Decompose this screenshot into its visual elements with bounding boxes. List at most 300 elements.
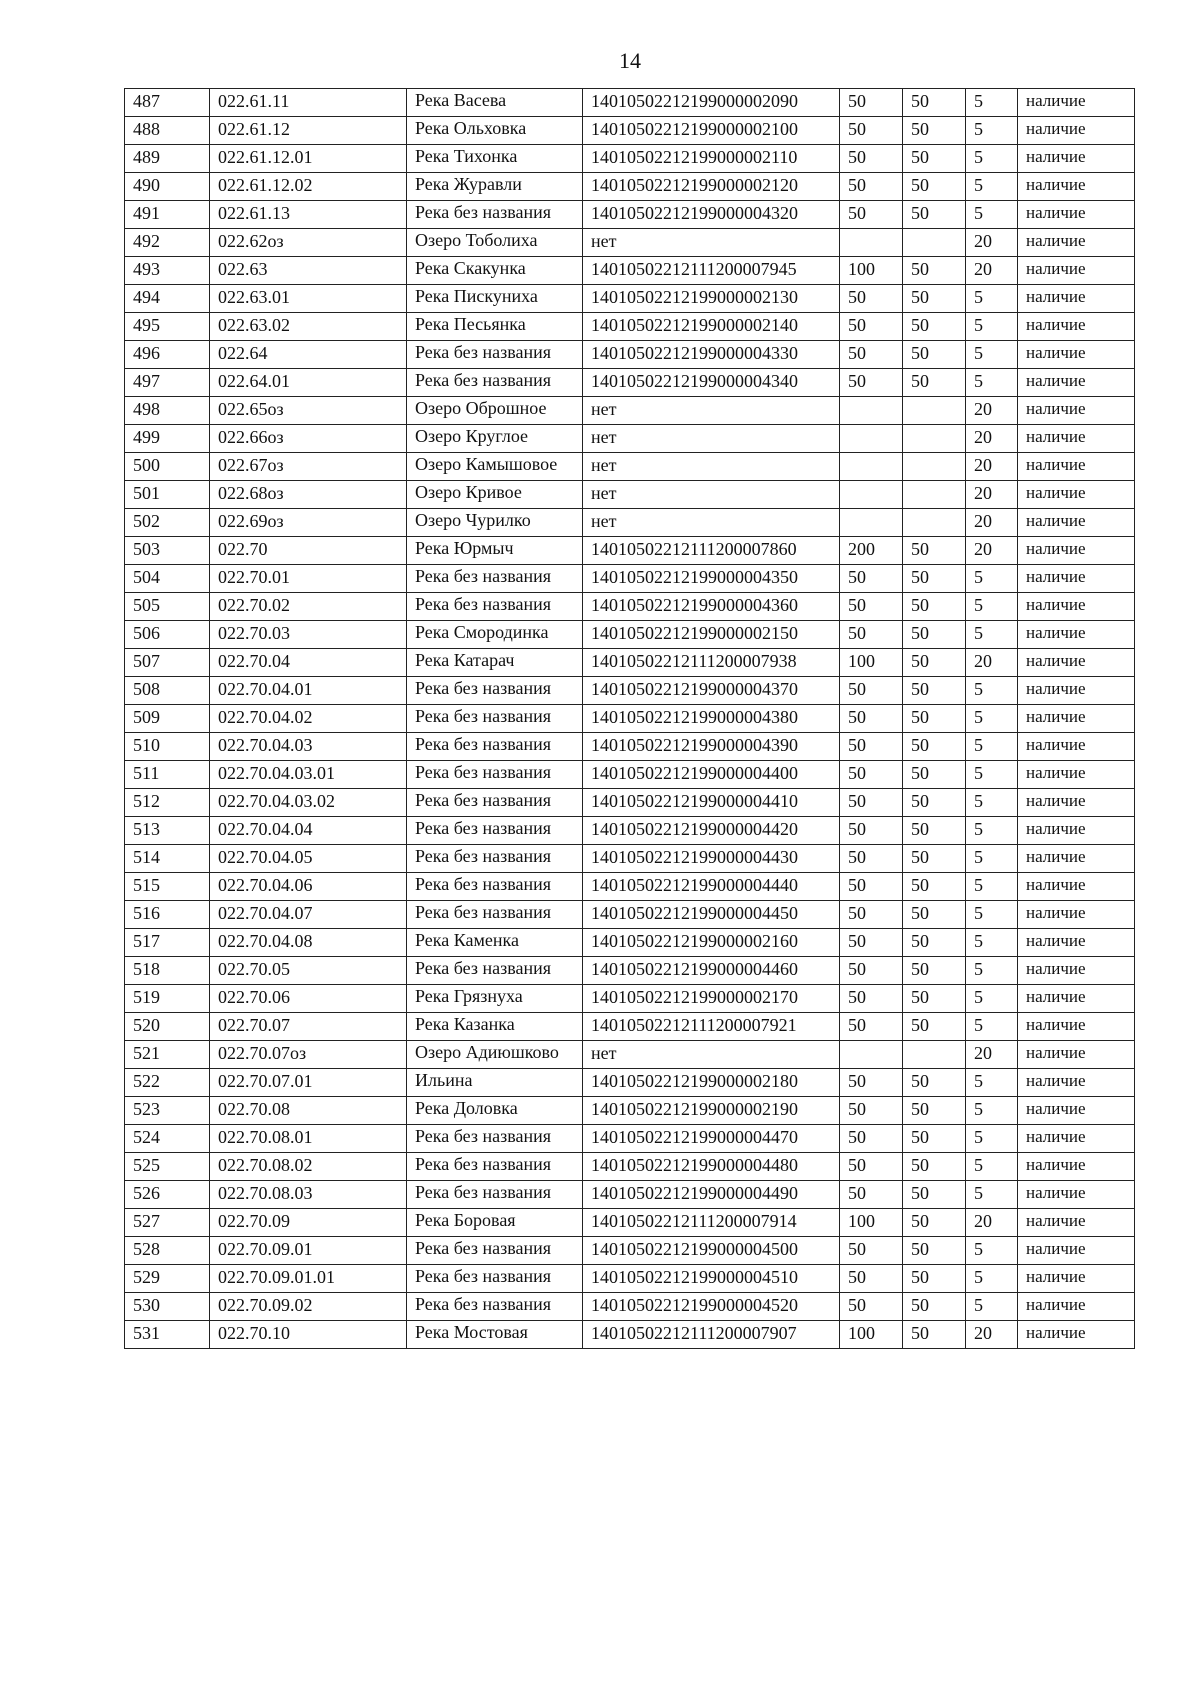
table-row xyxy=(125,1041,1135,1069)
status-cell: наличие xyxy=(1018,929,1135,957)
value-b-cell: 50 xyxy=(903,1293,966,1321)
registry-id-cell: 14010502212199000004340 xyxy=(583,369,840,397)
value-c-cell: 5 xyxy=(966,1153,1018,1181)
status-cell: наличие xyxy=(1018,229,1135,257)
status-cell: наличие xyxy=(1018,873,1135,901)
table-row xyxy=(125,817,1135,845)
table-row xyxy=(125,957,1135,985)
status-cell: наличие xyxy=(1018,985,1135,1013)
object-name-cell: Озеро Оброшное xyxy=(407,397,583,425)
row-number-cell: 501 xyxy=(125,481,210,509)
value-a-cell xyxy=(840,453,903,481)
object-name-cell: Река без названия xyxy=(407,593,583,621)
registry-id-cell: 14010502212111200007938 xyxy=(583,649,840,677)
value-b-cell xyxy=(903,425,966,453)
object-code-cell: 022.70.04.08 xyxy=(210,929,407,957)
value-b-cell: 50 xyxy=(903,201,966,229)
object-name-cell: Река без названия xyxy=(407,1265,583,1293)
row-number-cell: 530 xyxy=(125,1293,210,1321)
value-a-cell: 100 xyxy=(840,257,903,285)
value-b-cell: 50 xyxy=(903,761,966,789)
object-name-cell: Река без названия xyxy=(407,677,583,705)
object-code-cell: 022.70.09.02 xyxy=(210,1293,407,1321)
table-row xyxy=(125,509,1135,537)
table-row xyxy=(125,1265,1135,1293)
row-number-cell: 528 xyxy=(125,1237,210,1265)
value-c-cell: 20 xyxy=(966,453,1018,481)
registry-id-cell: 14010502212199000004440 xyxy=(583,873,840,901)
table-row xyxy=(125,201,1135,229)
registry-id-cell: 14010502212199000004320 xyxy=(583,201,840,229)
status-cell: наличие xyxy=(1018,593,1135,621)
value-b-cell: 50 xyxy=(903,593,966,621)
value-a-cell: 50 xyxy=(840,145,903,173)
object-code-cell: 022.63.01 xyxy=(210,285,407,313)
object-name-cell: Река без названия xyxy=(407,873,583,901)
value-a-cell: 50 xyxy=(840,901,903,929)
registry-id-cell: 14010502212199000004490 xyxy=(583,1181,840,1209)
table-row xyxy=(125,1097,1135,1125)
value-b-cell: 50 xyxy=(903,257,966,285)
status-cell: наличие xyxy=(1018,201,1135,229)
object-name-cell: Озеро Чурилко xyxy=(407,509,583,537)
object-name-cell: Река без названия xyxy=(407,201,583,229)
value-b-cell: 50 xyxy=(903,621,966,649)
registry-id-cell: 14010502212199000004420 xyxy=(583,817,840,845)
object-name-cell: Река без названия xyxy=(407,369,583,397)
value-c-cell: 5 xyxy=(966,1237,1018,1265)
table-row xyxy=(125,453,1135,481)
row-number-cell: 522 xyxy=(125,1069,210,1097)
value-c-cell: 5 xyxy=(966,593,1018,621)
row-number-cell: 495 xyxy=(125,313,210,341)
value-c-cell: 5 xyxy=(966,313,1018,341)
value-c-cell: 5 xyxy=(966,1181,1018,1209)
object-code-cell: 022.61.12 xyxy=(210,117,407,145)
object-code-cell: 022.65оз xyxy=(210,397,407,425)
table-row xyxy=(125,1181,1135,1209)
object-name-cell: Река без названия xyxy=(407,845,583,873)
value-a-cell: 50 xyxy=(840,341,903,369)
row-number-cell: 515 xyxy=(125,873,210,901)
value-a-cell xyxy=(840,509,903,537)
value-b-cell: 50 xyxy=(903,537,966,565)
value-a-cell: 50 xyxy=(840,369,903,397)
row-number-cell: 518 xyxy=(125,957,210,985)
value-a-cell: 50 xyxy=(840,1125,903,1153)
table-row xyxy=(125,397,1135,425)
value-b-cell: 50 xyxy=(903,929,966,957)
value-a-cell: 50 xyxy=(840,1013,903,1041)
object-code-cell: 022.70.08.03 xyxy=(210,1181,407,1209)
value-b-cell: 50 xyxy=(903,565,966,593)
row-number-cell: 503 xyxy=(125,537,210,565)
table-body xyxy=(125,89,1135,1349)
object-code-cell: 022.70.01 xyxy=(210,565,407,593)
value-b-cell: 50 xyxy=(903,89,966,117)
value-c-cell: 5 xyxy=(966,733,1018,761)
object-name-cell: Озеро Камышовое xyxy=(407,453,583,481)
object-name-cell: Ильина xyxy=(407,1069,583,1097)
value-a-cell: 50 xyxy=(840,817,903,845)
value-c-cell: 20 xyxy=(966,257,1018,285)
row-number-cell: 496 xyxy=(125,341,210,369)
object-name-cell: Река Ольховка xyxy=(407,117,583,145)
object-name-cell: Река без названия xyxy=(407,957,583,985)
object-name-cell: Озеро Адиюшково xyxy=(407,1041,583,1069)
registry-id-cell: 14010502212199000002110 xyxy=(583,145,840,173)
registry-id-cell: нет xyxy=(583,397,840,425)
table-row xyxy=(125,985,1135,1013)
value-b-cell: 50 xyxy=(903,117,966,145)
status-cell: наличие xyxy=(1018,257,1135,285)
status-cell: наличие xyxy=(1018,761,1135,789)
object-code-cell: 022.67оз xyxy=(210,453,407,481)
row-number-cell: 516 xyxy=(125,901,210,929)
status-cell: наличие xyxy=(1018,313,1135,341)
object-name-cell: Озеро Тоболиха xyxy=(407,229,583,257)
table-row xyxy=(125,733,1135,761)
row-number-cell: 520 xyxy=(125,1013,210,1041)
row-number-cell: 488 xyxy=(125,117,210,145)
object-code-cell: 022.70.04.06 xyxy=(210,873,407,901)
object-code-cell: 022.70 xyxy=(210,537,407,565)
registry-id-cell: 14010502212199000004360 xyxy=(583,593,840,621)
object-code-cell: 022.70.04.03 xyxy=(210,733,407,761)
value-b-cell: 50 xyxy=(903,957,966,985)
registry-id-cell: 14010502212199000004480 xyxy=(583,1153,840,1181)
table-row xyxy=(125,341,1135,369)
table-row xyxy=(125,481,1135,509)
row-number-cell: 521 xyxy=(125,1041,210,1069)
object-code-cell: 022.69оз xyxy=(210,509,407,537)
value-b-cell: 50 xyxy=(903,1097,966,1125)
table-row xyxy=(125,117,1135,145)
status-cell: наличие xyxy=(1018,285,1135,313)
value-c-cell: 5 xyxy=(966,173,1018,201)
object-name-cell: Река без названия xyxy=(407,1125,583,1153)
table-row xyxy=(125,145,1135,173)
value-b-cell: 50 xyxy=(903,145,966,173)
value-c-cell: 20 xyxy=(966,397,1018,425)
registry-id-cell: 14010502212199000004500 xyxy=(583,1237,840,1265)
row-number-cell: 491 xyxy=(125,201,210,229)
object-code-cell: 022.62оз xyxy=(210,229,407,257)
object-code-cell: 022.64.01 xyxy=(210,369,407,397)
value-a-cell: 50 xyxy=(840,593,903,621)
value-c-cell: 5 xyxy=(966,901,1018,929)
registry-id-cell: 14010502212199000004460 xyxy=(583,957,840,985)
registry-id-cell: нет xyxy=(583,481,840,509)
status-cell: наличие xyxy=(1018,1293,1135,1321)
value-a-cell: 50 xyxy=(840,761,903,789)
row-number-cell: 498 xyxy=(125,397,210,425)
registry-id-cell: 14010502212199000002100 xyxy=(583,117,840,145)
table-row xyxy=(125,761,1135,789)
value-b-cell: 50 xyxy=(903,649,966,677)
value-b-cell: 50 xyxy=(903,733,966,761)
row-number-cell: 508 xyxy=(125,677,210,705)
table-row xyxy=(125,1069,1135,1097)
status-cell: наличие xyxy=(1018,537,1135,565)
row-number-cell: 527 xyxy=(125,1209,210,1237)
table-row xyxy=(125,677,1135,705)
table-row xyxy=(125,1209,1135,1237)
value-b-cell: 50 xyxy=(903,1237,966,1265)
table-row xyxy=(125,845,1135,873)
value-c-cell: 5 xyxy=(966,929,1018,957)
object-code-cell: 022.61.13 xyxy=(210,201,407,229)
status-cell: наличие xyxy=(1018,677,1135,705)
status-cell: наличие xyxy=(1018,341,1135,369)
row-number-cell: 490 xyxy=(125,173,210,201)
row-number-cell: 519 xyxy=(125,985,210,1013)
object-name-cell: Река Боровая xyxy=(407,1209,583,1237)
row-number-cell: 504 xyxy=(125,565,210,593)
value-a-cell: 50 xyxy=(840,1237,903,1265)
value-a-cell: 100 xyxy=(840,1321,903,1349)
status-cell: наличие xyxy=(1018,173,1135,201)
status-cell: наличие xyxy=(1018,509,1135,537)
object-name-cell: Река Скакунка xyxy=(407,257,583,285)
object-code-cell: 022.66оз xyxy=(210,425,407,453)
value-c-cell: 5 xyxy=(966,117,1018,145)
registry-id-cell: 14010502212111200007945 xyxy=(583,257,840,285)
value-b-cell: 50 xyxy=(903,1153,966,1181)
status-cell: наличие xyxy=(1018,1153,1135,1181)
object-code-cell: 022.70.04.01 xyxy=(210,677,407,705)
object-name-cell: Река без названия xyxy=(407,761,583,789)
status-cell: наличие xyxy=(1018,117,1135,145)
object-name-cell: Река без названия xyxy=(407,733,583,761)
object-code-cell: 022.70.02 xyxy=(210,593,407,621)
object-name-cell: Озеро Круглое xyxy=(407,425,583,453)
row-number-cell: 529 xyxy=(125,1265,210,1293)
value-b-cell: 50 xyxy=(903,705,966,733)
value-c-cell: 20 xyxy=(966,229,1018,257)
value-b-cell: 50 xyxy=(903,1181,966,1209)
table-row xyxy=(125,89,1135,117)
value-a-cell: 50 xyxy=(840,845,903,873)
value-c-cell: 5 xyxy=(966,89,1018,117)
row-number-cell: 507 xyxy=(125,649,210,677)
row-number-cell: 514 xyxy=(125,845,210,873)
table-row xyxy=(125,789,1135,817)
value-a-cell xyxy=(840,229,903,257)
value-c-cell: 5 xyxy=(966,957,1018,985)
value-a-cell: 50 xyxy=(840,173,903,201)
value-b-cell: 50 xyxy=(903,1265,966,1293)
status-cell: наличие xyxy=(1018,1321,1135,1349)
table-row xyxy=(125,705,1135,733)
water-bodies-table xyxy=(124,88,1135,1349)
row-number-cell: 509 xyxy=(125,705,210,733)
value-a-cell: 50 xyxy=(840,313,903,341)
registry-id-cell: 14010502212199000002150 xyxy=(583,621,840,649)
registry-id-cell: 14010502212199000002170 xyxy=(583,985,840,1013)
value-b-cell: 50 xyxy=(903,1209,966,1237)
object-code-cell: 022.70.09.01.01 xyxy=(210,1265,407,1293)
object-name-cell: Река Журавли xyxy=(407,173,583,201)
object-name-cell: Река без названия xyxy=(407,901,583,929)
object-name-cell: Река Мостовая xyxy=(407,1321,583,1349)
value-b-cell xyxy=(903,397,966,425)
value-a-cell xyxy=(840,425,903,453)
object-name-cell: Река Юрмыч xyxy=(407,537,583,565)
row-number-cell: 493 xyxy=(125,257,210,285)
value-c-cell: 5 xyxy=(966,789,1018,817)
value-a-cell: 50 xyxy=(840,985,903,1013)
row-number-cell: 531 xyxy=(125,1321,210,1349)
object-code-cell: 022.70.06 xyxy=(210,985,407,1013)
object-name-cell: Река Песьянка xyxy=(407,313,583,341)
registry-id-cell: 14010502212199000002180 xyxy=(583,1069,840,1097)
value-b-cell: 50 xyxy=(903,873,966,901)
status-cell: наличие xyxy=(1018,369,1135,397)
object-code-cell: 022.70.07 xyxy=(210,1013,407,1041)
value-c-cell: 5 xyxy=(966,1293,1018,1321)
status-cell: наличие xyxy=(1018,1013,1135,1041)
value-c-cell: 5 xyxy=(966,145,1018,173)
value-b-cell: 50 xyxy=(903,1125,966,1153)
value-a-cell: 200 xyxy=(840,537,903,565)
registry-id-cell: 14010502212199000004510 xyxy=(583,1265,840,1293)
registry-id-cell: 14010502212199000004350 xyxy=(583,565,840,593)
status-cell: наличие xyxy=(1018,1125,1135,1153)
value-a-cell: 50 xyxy=(840,201,903,229)
value-a-cell: 50 xyxy=(840,873,903,901)
status-cell: наличие xyxy=(1018,845,1135,873)
row-number-cell: 500 xyxy=(125,453,210,481)
registry-id-cell: 14010502212199000002140 xyxy=(583,313,840,341)
value-c-cell: 5 xyxy=(966,845,1018,873)
status-cell: наличие xyxy=(1018,1041,1135,1069)
value-a-cell: 50 xyxy=(840,565,903,593)
value-b-cell xyxy=(903,453,966,481)
table-row xyxy=(125,1321,1135,1349)
row-number-cell: 499 xyxy=(125,425,210,453)
registry-id-cell: нет xyxy=(583,229,840,257)
value-c-cell: 20 xyxy=(966,1321,1018,1349)
registry-id-cell: 14010502212199000004450 xyxy=(583,901,840,929)
registry-id-cell: 14010502212199000002190 xyxy=(583,1097,840,1125)
registry-id-cell: 14010502212199000004380 xyxy=(583,705,840,733)
object-code-cell: 022.70.08 xyxy=(210,1097,407,1125)
status-cell: наличие xyxy=(1018,705,1135,733)
value-a-cell: 50 xyxy=(840,621,903,649)
row-number-cell: 489 xyxy=(125,145,210,173)
value-c-cell: 5 xyxy=(966,817,1018,845)
status-cell: наличие xyxy=(1018,733,1135,761)
status-cell: наличие xyxy=(1018,1181,1135,1209)
value-a-cell: 50 xyxy=(840,789,903,817)
table-row xyxy=(125,1125,1135,1153)
value-b-cell: 50 xyxy=(903,985,966,1013)
value-a-cell xyxy=(840,397,903,425)
value-a-cell: 50 xyxy=(840,1153,903,1181)
object-code-cell: 022.70.04.03.01 xyxy=(210,761,407,789)
value-b-cell: 50 xyxy=(903,285,966,313)
value-c-cell: 5 xyxy=(966,285,1018,313)
object-code-cell: 022.70.04.02 xyxy=(210,705,407,733)
status-cell: наличие xyxy=(1018,89,1135,117)
object-name-cell: Река Тихонка xyxy=(407,145,583,173)
table-row xyxy=(125,901,1135,929)
value-c-cell: 20 xyxy=(966,1209,1018,1237)
registry-id-cell: 14010502212111200007907 xyxy=(583,1321,840,1349)
object-name-cell: Река без названия xyxy=(407,1153,583,1181)
object-code-cell: 022.61.11 xyxy=(210,89,407,117)
value-c-cell: 5 xyxy=(966,1097,1018,1125)
object-code-cell: 022.70.10 xyxy=(210,1321,407,1349)
object-name-cell: Река Катарач xyxy=(407,649,583,677)
object-code-cell: 022.70.05 xyxy=(210,957,407,985)
value-b-cell: 50 xyxy=(903,789,966,817)
table-row xyxy=(125,565,1135,593)
object-code-cell: 022.70.04 xyxy=(210,649,407,677)
status-cell: наличие xyxy=(1018,1097,1135,1125)
row-number-cell: 512 xyxy=(125,789,210,817)
table-row xyxy=(125,1293,1135,1321)
registry-id-cell: 14010502212199000004400 xyxy=(583,761,840,789)
registry-id-cell: 14010502212111200007914 xyxy=(583,1209,840,1237)
value-a-cell: 50 xyxy=(840,89,903,117)
registry-id-cell: 14010502212199000002090 xyxy=(583,89,840,117)
object-code-cell: 022.68оз xyxy=(210,481,407,509)
value-c-cell: 5 xyxy=(966,1013,1018,1041)
object-code-cell: 022.70.04.03.02 xyxy=(210,789,407,817)
table-row xyxy=(125,1013,1135,1041)
row-number-cell: 526 xyxy=(125,1181,210,1209)
value-c-cell: 5 xyxy=(966,985,1018,1013)
object-name-cell: Река без названия xyxy=(407,341,583,369)
value-a-cell: 50 xyxy=(840,117,903,145)
table-row xyxy=(125,257,1135,285)
status-cell: наличие xyxy=(1018,565,1135,593)
object-name-cell: Река без названия xyxy=(407,789,583,817)
value-c-cell: 5 xyxy=(966,873,1018,901)
value-b-cell: 50 xyxy=(903,369,966,397)
value-b-cell: 50 xyxy=(903,901,966,929)
object-name-cell: Река без названия xyxy=(407,1237,583,1265)
table-row xyxy=(125,537,1135,565)
value-c-cell: 20 xyxy=(966,1041,1018,1069)
object-code-cell: 022.70.07оз xyxy=(210,1041,407,1069)
object-name-cell: Река без названия xyxy=(407,1181,583,1209)
table-row xyxy=(125,229,1135,257)
status-cell: наличие xyxy=(1018,397,1135,425)
value-c-cell: 5 xyxy=(966,201,1018,229)
value-a-cell xyxy=(840,1041,903,1069)
status-cell: наличие xyxy=(1018,817,1135,845)
row-number-cell: 502 xyxy=(125,509,210,537)
status-cell: наличие xyxy=(1018,145,1135,173)
value-c-cell: 5 xyxy=(966,677,1018,705)
object-name-cell: Река Смородинка xyxy=(407,621,583,649)
registry-id-cell: нет xyxy=(583,425,840,453)
row-number-cell: 523 xyxy=(125,1097,210,1125)
value-b-cell: 50 xyxy=(903,1013,966,1041)
table-row xyxy=(125,173,1135,201)
status-cell: наличие xyxy=(1018,621,1135,649)
value-a-cell: 50 xyxy=(840,705,903,733)
object-code-cell: 022.70.04.07 xyxy=(210,901,407,929)
value-b-cell xyxy=(903,1041,966,1069)
value-c-cell: 20 xyxy=(966,509,1018,537)
value-c-cell: 5 xyxy=(966,761,1018,789)
registry-id-cell: 14010502212199000004390 xyxy=(583,733,840,761)
value-c-cell: 5 xyxy=(966,369,1018,397)
